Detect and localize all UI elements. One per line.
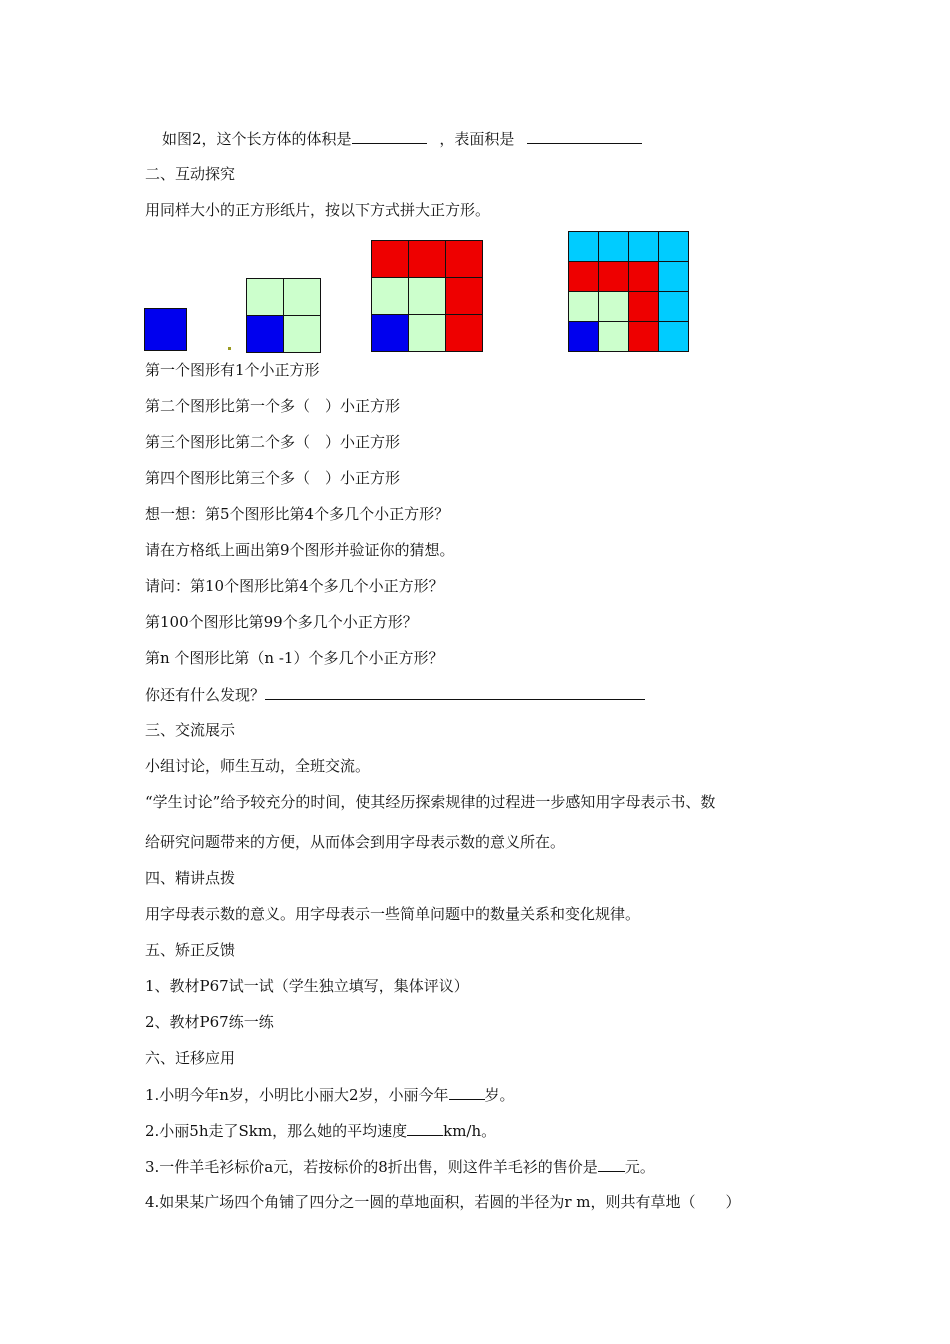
green-square <box>409 278 445 314</box>
blue-square <box>145 309 186 350</box>
discovery-line <box>145 684 645 705</box>
green-square <box>372 278 408 314</box>
cyan-square <box>659 262 688 291</box>
red-square <box>372 241 408 277</box>
question-3 <box>145 1156 655 1177</box>
figure-1 <box>144 308 187 351</box>
section6-heading: 六、迁移应用 <box>145 1049 236 1067</box>
cyan-square <box>629 232 658 261</box>
blue-square <box>247 316 283 352</box>
green-square <box>284 279 320 315</box>
cyan-square <box>659 292 688 321</box>
red-square <box>409 241 445 277</box>
question-2-suffix: km/h。 <box>443 1122 497 1140</box>
red-square <box>599 262 628 291</box>
surface-area-blank[interactable] <box>527 128 642 144</box>
line-3: 第三个图形比第二个多（ ）小正方形 <box>145 433 401 451</box>
section5-item2: 2、教材P67练一练 <box>145 1013 274 1031</box>
section3-heading: 三、交流展示 <box>145 721 236 739</box>
section2-heading: 二、互动探究 <box>145 165 236 183</box>
green-square <box>599 322 628 351</box>
section2-instruction: 用同样大小的正方形纸片，按以下方式拼大正方形。 <box>145 201 491 219</box>
blue-square <box>569 322 598 351</box>
red-square <box>629 292 658 321</box>
line-7: 请问：第10个图形比第4个多几个小正方形？ <box>145 577 444 595</box>
cyan-square <box>569 232 598 261</box>
section4-p1: 用字母表示数的意义。用字母表示一些简单问题中的数量关系和变化规律。 <box>145 905 641 923</box>
question-2-text: 2.小丽5h走了Skm，那么她的平均速度 <box>145 1122 408 1140</box>
section3-p2: “学生讨论”给予较充分的时间，使其经历探索规律的过程进一步感知用字母表示书、数 <box>145 793 716 811</box>
intro-line <box>162 128 642 149</box>
green-square <box>569 292 598 321</box>
section4-heading: 四、精讲点拨 <box>145 869 236 887</box>
cyan-square <box>659 322 688 351</box>
green-square <box>247 279 283 315</box>
discovery-label: 你还有什么发现？ <box>145 686 266 704</box>
discovery-blank[interactable] <box>265 684 645 700</box>
line-8: 第100个图形比第99个多几个小正方形？ <box>145 613 418 631</box>
question-4: 4.如果某广场四个角铺了四分之一圆的草地面积，若圆的半径为r m，则共有草地（ ） <box>145 1193 741 1211</box>
cyan-square <box>659 232 688 261</box>
red-square <box>446 241 482 277</box>
red-square <box>446 278 482 314</box>
figure-4 <box>568 231 689 352</box>
question-3-text: 3.一件羊毛衫标价a元，若按标价的8折出售，则这件羊毛衫的售价是 <box>145 1158 598 1176</box>
section5-heading: 五、矫正反馈 <box>145 941 236 959</box>
green-square <box>599 292 628 321</box>
question-3-suffix: 元。 <box>624 1158 655 1176</box>
section5-item1: 1、教材P67试一试（学生独立填写，集体评议） <box>145 977 469 995</box>
figure-2 <box>246 278 321 353</box>
blue-square <box>372 315 408 351</box>
line-4: 第四个图形比第三个多（ ）小正方形 <box>145 469 401 487</box>
figure-3 <box>371 240 483 352</box>
line-9: 第n 个图形比第（n -1）个多几个小正方形？ <box>145 649 444 667</box>
line-1: 第一个图形有1个小正方形 <box>145 361 320 379</box>
question-3-blank[interactable] <box>598 1156 625 1172</box>
red-square <box>446 315 482 351</box>
question-1-suffix: 岁。 <box>484 1086 515 1104</box>
line-5: 想一想：第5个图形比第4个多几个小正方形？ <box>145 505 450 523</box>
volume-blank[interactable] <box>352 128 427 144</box>
green-square <box>284 316 320 352</box>
green-square <box>409 315 445 351</box>
line-2: 第二个图形比第一个多（ ）小正方形 <box>145 397 401 415</box>
question-2-blank[interactable] <box>407 1120 443 1136</box>
question-1-blank[interactable] <box>449 1084 485 1100</box>
red-square <box>569 262 598 291</box>
section3-p3: 给研究问题带来的方便，从而体会到用字母表示数的意义所在。 <box>145 833 566 851</box>
question-2 <box>145 1120 496 1141</box>
intro-middle: ，表面积是 <box>439 130 515 148</box>
question-1-text: 1.小明今年n岁，小明比小丽大2岁，小丽今年 <box>145 1086 449 1104</box>
question-1 <box>145 1084 515 1105</box>
section3-p1: 小组讨论，师生互动，全班交流。 <box>145 757 371 775</box>
cyan-square <box>599 232 628 261</box>
line-6: 请在方格纸上画出第9个图形并验证你的猜想。 <box>145 541 455 559</box>
red-square <box>629 262 658 291</box>
intro-prefix: 如图2，这个长方体的体积是 <box>162 130 352 148</box>
red-square <box>629 322 658 351</box>
stray-mark <box>228 347 231 350</box>
